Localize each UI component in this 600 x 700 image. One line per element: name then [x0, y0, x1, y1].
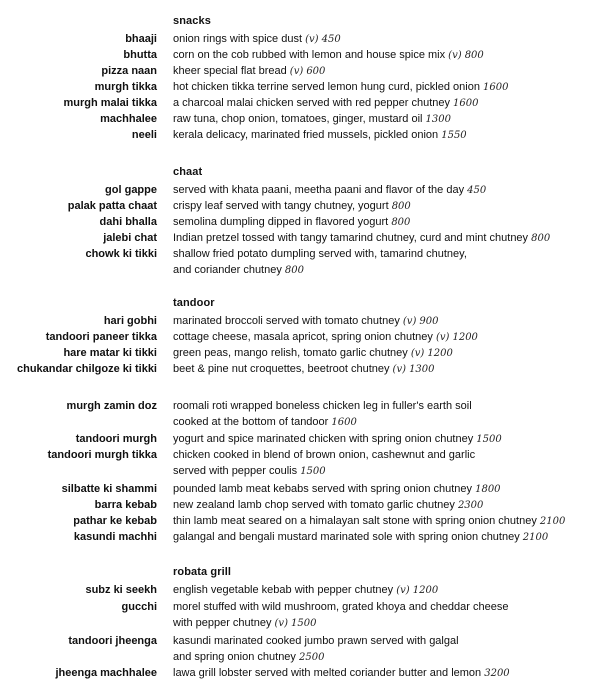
- item-price: 800: [284, 265, 305, 276]
- item-price: 450: [321, 34, 341, 45]
- item-description: yogurt and spice marinated chicken with spring onion chutney: [173, 433, 474, 445]
- item-price: 600: [306, 66, 326, 77]
- menu-item: [0, 431, 600, 447]
- item-name: tandoori murgh: [75, 433, 157, 445]
- item-description: served with khata paani, meetha paani and flavor of the day: [173, 184, 465, 196]
- menu-item: [0, 582, 600, 598]
- menu-item: [0, 481, 600, 497]
- item-price: 1800: [475, 484, 501, 495]
- item-description: thin lamb meat seared on a himalayan salt stone with spring onion chutney: [173, 515, 537, 527]
- item-price: 1300: [409, 364, 435, 375]
- item-description: semolina dumpling dipped in flavored yogurt: [173, 216, 389, 228]
- item-description-cont: served with pepper coulis: [173, 465, 298, 477]
- item-description: cottage cheese, masala apricot, spring onion chutney: [173, 331, 433, 343]
- item-price: 1500: [300, 466, 326, 477]
- item-name: murgh malai tikka: [63, 97, 157, 109]
- item-name: machhalee: [100, 113, 157, 125]
- item-name: tandoori paneer tikka: [45, 331, 157, 343]
- menu-item: [0, 665, 600, 681]
- menu-item: [0, 31, 600, 47]
- item-price: 1200: [427, 348, 453, 359]
- item-description-cont: with pepper chutney: [173, 617, 272, 629]
- menu-item: [0, 313, 600, 329]
- section-title: chaat: [173, 166, 203, 178]
- item-price: 1500: [476, 434, 502, 445]
- item-description: morel stuffed with wild mushroom, grated khoya and cheddar cheese: [173, 601, 509, 613]
- menu-item: [0, 447, 600, 479]
- veg-marker: (v): [274, 618, 288, 629]
- menu-item: [0, 111, 600, 127]
- item-price: 2500: [299, 652, 325, 663]
- item-name: jheenga machhalee: [55, 667, 157, 679]
- menu-item: [0, 513, 600, 529]
- item-price: 2100: [522, 532, 549, 543]
- item-name: murgh tikka: [94, 81, 157, 93]
- item-price: 1200: [452, 332, 478, 343]
- item-description: beet & pine nut croquettes, beetroot chutney: [173, 363, 390, 375]
- item-description: kasundi marinated cooked jumbo prawn served with galgal: [173, 635, 459, 647]
- menu-item: [0, 599, 600, 631]
- menu-item: [0, 230, 600, 246]
- veg-marker: (v): [448, 50, 462, 61]
- item-description: hot chicken tikka terrine served lemon hung curd, pickled onion: [173, 81, 480, 93]
- item-description: roomali roti wrapped boneless chicken leg in fuller's earth soil: [173, 400, 472, 412]
- menu-item: [0, 127, 600, 143]
- item-description: kheer special flat bread: [173, 65, 287, 77]
- menu-item: [0, 633, 600, 665]
- veg-marker: (v): [435, 332, 450, 343]
- item-description: new zealand lamb chop served with tomato garlic chutney: [173, 499, 455, 511]
- item-description: galangal and bengali mustard marinated sole with spring onion chutney: [173, 531, 520, 543]
- menu-item: [0, 95, 600, 111]
- item-name: pathar ke kebab: [73, 515, 157, 527]
- item-description: kerala delicacy, marinated fried mussels, pickled onion: [173, 129, 439, 141]
- item-price: 1500: [291, 618, 317, 629]
- item-name: gol gappe: [105, 184, 157, 196]
- item-description: chicken cooked in blend of brown onion, cashewnut and garlic: [173, 449, 476, 461]
- veg-marker: (v): [402, 316, 417, 327]
- veg-marker: (v): [305, 34, 319, 45]
- item-description: pounded lamb meat kebabs served with spring onion chutney: [173, 483, 473, 495]
- item-price: 1200: [412, 585, 439, 596]
- item-price: 1300: [425, 114, 451, 125]
- item-name: subz ki seekh: [85, 584, 157, 596]
- item-name: silbatte ki shammi: [61, 483, 157, 495]
- veg-marker: (v): [410, 348, 425, 359]
- item-price: 800: [391, 201, 411, 212]
- item-price: 1600: [483, 82, 509, 93]
- item-price: 2300: [457, 500, 484, 511]
- item-name: dahi bhalla: [99, 216, 157, 228]
- item-price: 900: [419, 316, 439, 327]
- item-description: onion rings with spice dust: [173, 33, 303, 45]
- item-description: crispy leaf served with tangy chutney, yogurt: [173, 200, 389, 212]
- item-name: hare matar ki tikki: [63, 347, 157, 359]
- menu-item: [0, 246, 600, 278]
- item-description: lawa grill lobster served with melted coriander butter and lemon: [173, 667, 482, 679]
- item-name: gucchi: [121, 601, 157, 613]
- item-name: tandoori jheenga: [68, 635, 157, 647]
- item-name: murgh zamin doz: [66, 400, 157, 412]
- veg-marker: (v): [392, 364, 406, 375]
- menu-item: [0, 497, 600, 513]
- veg-marker: (v): [289, 66, 304, 77]
- menu-item: [0, 198, 600, 214]
- menu-item: [0, 529, 600, 545]
- menu-item: [0, 214, 600, 230]
- item-description: marinated broccoli served with tomato chutney: [173, 315, 400, 327]
- item-name: tandoori murgh tikka: [47, 449, 157, 461]
- item-description: a charcoal malai chicken served with red pepper chutney: [173, 97, 450, 109]
- menu-item: [0, 47, 600, 63]
- menu-item: [0, 79, 600, 95]
- item-price: 3200: [484, 668, 510, 679]
- section-title: tandoor: [173, 297, 215, 309]
- item-description: shallow fried potato dumpling served with, tamarind chutney,: [173, 248, 467, 260]
- section-title: snacks: [173, 15, 211, 27]
- menu-item: [0, 345, 600, 361]
- menu-item: [0, 361, 600, 377]
- item-name: jalebi chat: [103, 232, 157, 244]
- item-name: bhaaji: [125, 33, 157, 45]
- item-description-cont: and coriander chutney: [173, 264, 282, 276]
- item-name: chukandar chilgoze ki tikki: [17, 363, 157, 375]
- item-description: Indian pretzel tossed with tangy tamarind chutney, curd and mint chutney: [173, 232, 529, 244]
- item-description: green peas, mango relish, tomato garlic chutney: [173, 347, 408, 359]
- item-description: raw tuna, chop onion, tomatoes, ginger, mustard oil: [173, 113, 423, 125]
- menu-item: [0, 182, 600, 198]
- item-name: barra kebab: [94, 499, 157, 511]
- item-name: pizza naan: [101, 65, 157, 77]
- menu-item: [0, 63, 600, 79]
- item-name: hari gobhi: [103, 315, 157, 327]
- veg-marker: (v): [396, 585, 410, 596]
- item-name: chowk ki tikki: [85, 248, 157, 260]
- item-price: 1600: [331, 417, 357, 428]
- section-title: robata grill: [173, 566, 232, 578]
- menu-item: [0, 329, 600, 345]
- item-name: bhutta: [123, 49, 157, 61]
- item-description-cont: cooked at the bottom of tandoor: [173, 416, 329, 428]
- item-price: 1600: [453, 98, 479, 109]
- item-price: 800: [531, 233, 551, 244]
- item-price: 1550: [441, 130, 467, 141]
- item-description: english vegetable kebab with pepper chutney: [173, 584, 394, 596]
- item-price: 450: [467, 185, 487, 196]
- menu-item: [0, 398, 600, 430]
- item-description-cont: and spring onion chutney: [173, 651, 296, 663]
- item-name: palak patta chaat: [67, 200, 157, 212]
- item-description: corn on the cob rubbed with lemon and house spice mix: [173, 49, 446, 61]
- item-name: kasundi machhi: [73, 531, 157, 543]
- item-price: 2100: [539, 516, 566, 527]
- item-price: 800: [391, 217, 411, 228]
- item-price: 800: [464, 50, 484, 61]
- item-name: neeli: [131, 129, 157, 141]
